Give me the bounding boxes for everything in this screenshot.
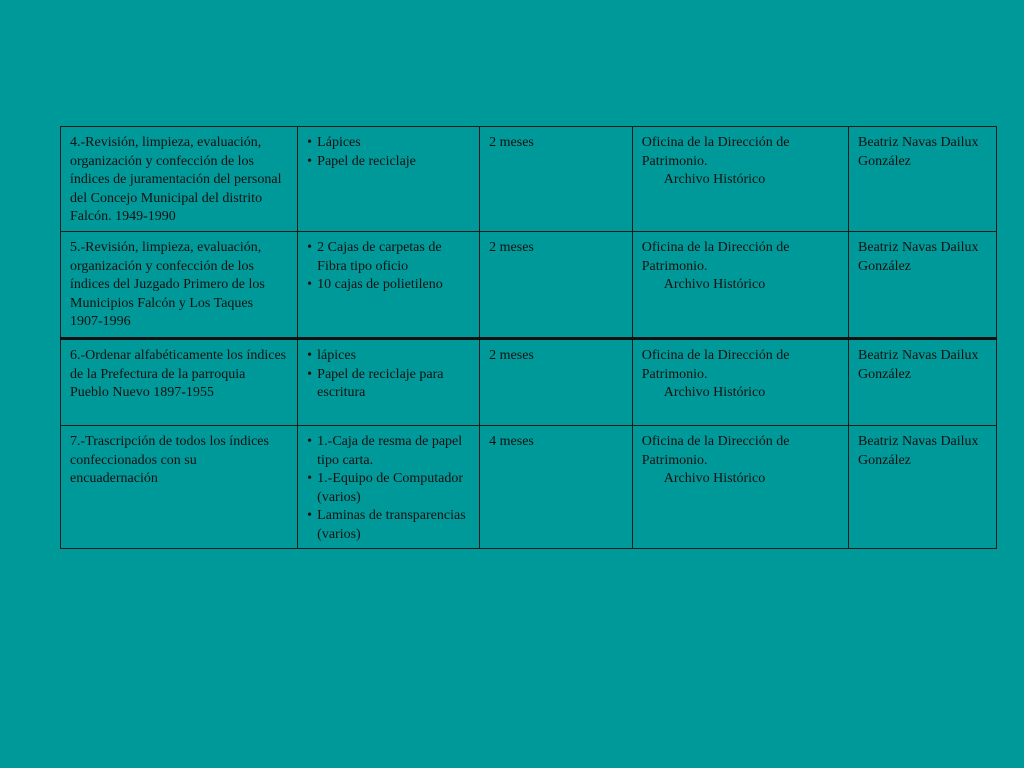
resources-list bbox=[307, 134, 469, 171]
task-cell: 6.-Ordenar alfabéticamente los índices de la Prefectura de la parroquia Pueblo Nuevo 1897-1955 bbox=[61, 339, 298, 426]
duration-cell: 2 meses bbox=[480, 339, 633, 426]
responsible-cell: Beatriz Navas Dailux González bbox=[849, 339, 997, 426]
responsible-cell: Beatriz Navas Dailux González bbox=[849, 232, 997, 339]
resource-item: • Laminas de transparencias (varios) bbox=[307, 507, 469, 544]
task-cell: 4.-Revisión, limpieza, evaluación, organización y confección de los índices de juramentación del personal del Concejo Municipal del distrito Falcón. 1949-1990 bbox=[61, 127, 298, 232]
task-cell: 7.-Trascripción de todos los índices confeccionados con su encuadernación bbox=[61, 426, 298, 549]
office-name: Oficina de la Dirección de Patrimonio. bbox=[641, 434, 790, 468]
resources-cell bbox=[298, 232, 480, 339]
office-name: Oficina de la Dirección de Patrimonio. bbox=[641, 135, 790, 169]
resource-item: • Lápices bbox=[307, 134, 469, 153]
activities-table bbox=[60, 126, 997, 549]
resources-list bbox=[307, 239, 469, 295]
office-cell bbox=[632, 339, 848, 426]
table-row bbox=[61, 339, 997, 426]
resource-item: • 1.-Equipo de Computador (varios) bbox=[307, 470, 469, 507]
resource-item: • Papel de reciclaje para escritura bbox=[307, 366, 469, 403]
resource-item: • 10 cajas de polietileno bbox=[307, 276, 469, 295]
resources-list bbox=[307, 347, 469, 403]
office-cell bbox=[632, 426, 848, 549]
resources-list bbox=[307, 433, 469, 544]
resources-cell bbox=[298, 339, 480, 426]
resources-cell bbox=[298, 127, 480, 232]
resource-item: • lápices bbox=[307, 347, 469, 366]
task-cell: 5.-Revisión, limpieza, evaluación, organización y confección de los índices del Juzgado Primero de los Municipios Falcón y Los Taques 1907-1996 bbox=[61, 232, 298, 339]
office-name: Oficina de la Dirección de Patrimonio. bbox=[641, 240, 790, 274]
table-row bbox=[61, 232, 997, 339]
resources-cell bbox=[298, 426, 480, 549]
responsible-cell: Beatriz Navas Dailux González bbox=[849, 426, 997, 549]
office-name: Oficina de la Dirección de Patrimonio. bbox=[641, 348, 790, 382]
resource-item: • 1.-Caja de resma de papel tipo carta. bbox=[307, 433, 469, 470]
resource-item: • Papel de reciclaje bbox=[307, 153, 469, 172]
office-archive: Archivo Histórico bbox=[663, 277, 766, 292]
duration-cell: 2 meses bbox=[480, 232, 633, 339]
responsible-cell: Beatriz Navas Dailux González bbox=[849, 127, 997, 232]
office-cell bbox=[632, 127, 848, 232]
office-archive: Archivo Histórico bbox=[663, 172, 766, 187]
office-cell bbox=[632, 232, 848, 339]
duration-cell: 4 meses bbox=[480, 426, 633, 549]
office-archive: Archivo Histórico bbox=[663, 385, 766, 400]
resource-item: • 2 Cajas de carpetas de Fibra tipo oficio bbox=[307, 239, 469, 276]
office-archive: Archivo Histórico bbox=[663, 471, 766, 486]
duration-cell: 2 meses bbox=[480, 127, 633, 232]
table-row bbox=[61, 127, 997, 232]
table-row bbox=[61, 426, 997, 549]
